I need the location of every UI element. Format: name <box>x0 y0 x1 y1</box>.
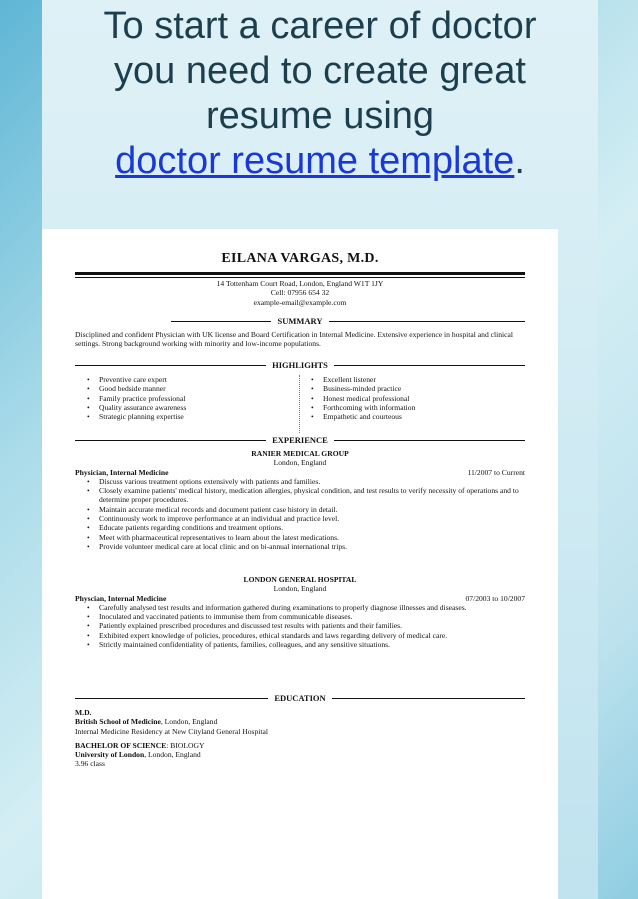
resume-document <box>42 229 558 899</box>
highlights-left <box>83 375 186 421</box>
summary-header <box>75 316 525 326</box>
job-1-location: London, England <box>273 458 327 468</box>
highlights-title: HIGHLIGHTS <box>266 360 334 370</box>
email: example-email@example.com <box>253 297 347 307</box>
job-2-location: London, England <box>273 584 327 594</box>
residency: Internal Medicine Residency at New Cityland General Hospital <box>75 726 268 736</box>
gpa: 3.96 class <box>75 759 105 769</box>
job-1 <box>75 449 525 551</box>
highlights-divider <box>299 375 300 433</box>
highlights-right <box>307 375 415 421</box>
resume-name: EILANA VARGAS, M.D. <box>221 251 379 266</box>
list-item: • Patiently explained prescribed procedures and discussed test results with patients and their families. <box>83 621 525 630</box>
highlights-list <box>75 375 525 433</box>
list-item: • Honest medical professional <box>307 394 415 403</box>
experience-header <box>75 435 525 445</box>
list-item: • Meet with pharmaceutical representatives to learn about the latest medications. <box>83 533 525 542</box>
list-item: • Provide volunteer medical care at local clinic and on bi-annual international trips. <box>83 542 525 551</box>
school-1: British School of Medicine <box>75 717 161 727</box>
list-item: • Inoculated and vaccinated patients to immunise them from communicable diseases. <box>83 612 525 621</box>
list-item: • Educate patients regarding conditions and treatment options. <box>83 523 525 532</box>
slide-heading <box>42 4 598 184</box>
list-item: • Carefully analysed test results and information gathered during examinations to properly diagnose illnesses and diseases. <box>83 603 525 612</box>
school-2: University of London <box>75 750 145 760</box>
list-item: • Continuously work to improve performance at an individual and practice level. <box>83 514 525 523</box>
heading-line-2: you need to create great <box>114 50 526 92</box>
degree-bs: BACHELOR OF SCIENCE <box>75 740 167 750</box>
list-item: • Strategic planning expertise <box>83 412 186 421</box>
job-2-dates: 07/2003 to 10/2007 <box>465 593 525 603</box>
list-item: • Empathetic and courteous <box>307 412 415 421</box>
school-1-location: , London, England <box>160 717 218 727</box>
education-header <box>75 693 525 703</box>
job-2-title: Physcian, Internal Medicine <box>75 593 167 603</box>
list-item: • Discuss various treatment options extensively with patients and families. <box>83 477 525 486</box>
resume-template-link[interactable]: doctor resume template <box>115 140 515 182</box>
list-item: • Quality assurance awareness <box>83 403 186 412</box>
heading-line-3: resume using <box>205 95 435 137</box>
list-item: • Business-minded practice <box>307 384 415 393</box>
list-item: • Forthcoming with information <box>307 403 415 412</box>
header-rule-thin <box>75 277 525 278</box>
heading-line-1: To start a career of doctor <box>103 5 537 47</box>
summary-title: SUMMARY <box>271 316 328 326</box>
summary-text: Disciplined and confident Physician with UK license and Board Certification in Internal Medicine. Extensive experience in hospital and clinical settings. Strong background working with minority and low-income populations. <box>75 330 513 349</box>
experience-title: EXPERIENCE <box>266 435 334 445</box>
job-1-dates: 11/2007 to Current <box>467 467 525 477</box>
cell-phone: Cell: 07956 654 32 <box>270 288 330 298</box>
list-item: • Good bedside manner <box>83 384 186 393</box>
list-item: • Closely examine patients' medical history, medication allergies, physical condition, and test results to verify necessity of operations and to determine proper procedures. <box>83 486 525 505</box>
list-item: • Preventive care expert <box>83 375 186 384</box>
list-item: • Family practice professional <box>83 394 186 403</box>
education-title: EDUCATION <box>268 693 331 703</box>
degree-md: M.D. <box>75 708 92 717</box>
job-1-title: Physician, Internal Medicine <box>75 467 169 477</box>
contact-info <box>42 279 558 307</box>
list-item: • Exhibited expert knowledge of policies, procedures, ethical standards and laws regarding delivery of medical care. <box>83 631 525 640</box>
heading-period: . <box>514 140 525 182</box>
degree-bs-field: : BIOLOGY <box>166 740 205 750</box>
employer-1: RANIER MEDICAL GROUP <box>251 449 349 458</box>
list-item: • Strictly maintained confidentiality of patients, families, colleagues, and any sensitive situations. <box>83 640 525 649</box>
employer-2: LONDON GENERAL HOSPITAL <box>243 575 357 584</box>
highlights-header <box>75 360 525 370</box>
job-2 <box>75 575 525 649</box>
list-item: • Maintain accurate medical records and document patient case history in detail. <box>83 505 525 514</box>
education-list <box>75 708 525 769</box>
header-rule <box>75 272 525 275</box>
list-item: • Excellent listener <box>307 375 415 384</box>
address: 14 Tottenham Court Road, London, England W1T 1JY <box>216 279 384 288</box>
school-2-location: , London, England <box>144 750 201 760</box>
